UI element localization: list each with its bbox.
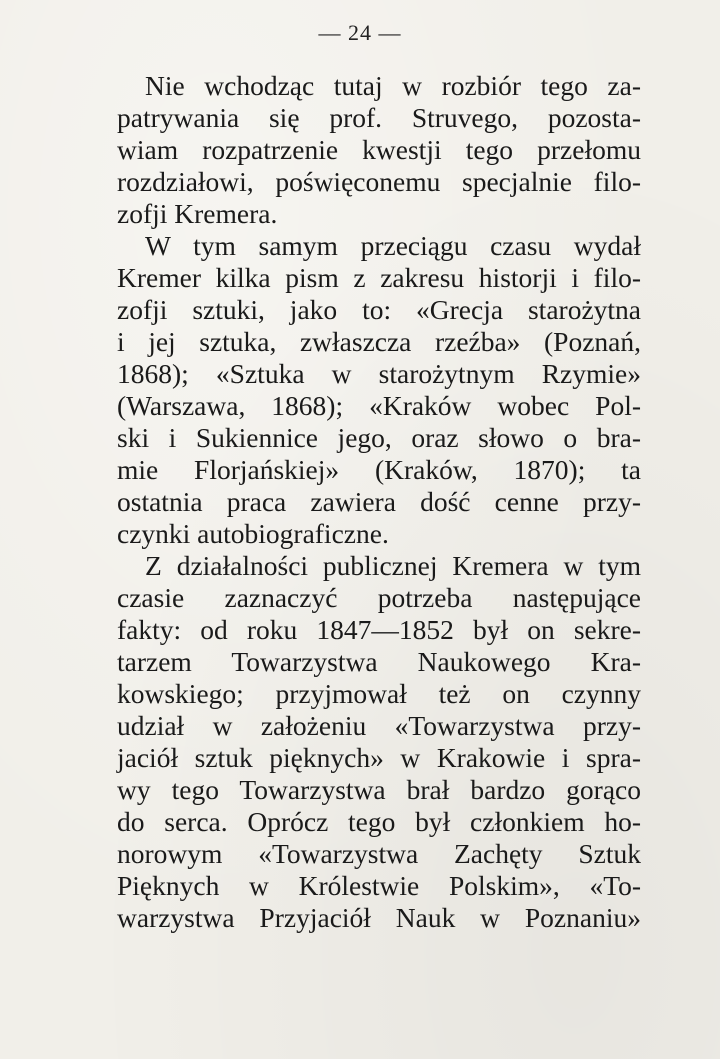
text-line: Pięknych w Królestwie Polskim», «To- [117,870,641,901]
text-line: W tym samym przeciągu czasu wydał [145,230,641,261]
text-line: 1868); «Sztuka w starożytnym Rzymie» [117,358,641,389]
paragraph-2 [117,230,641,550]
text-line: wiam rozpatrzenie kwestji tego przełomu [117,134,641,165]
text-line: mie Florjańskiej» (Kraków, 1870); ta [117,454,641,485]
text-line: do serca. Oprócz tego był członkiem ho- [117,806,641,837]
text-line: patrywania się prof. Struvego, pozosta- [117,102,641,133]
text-line: zofji Kremera. [117,198,278,229]
page-number: — 24 — [318,20,402,45]
text-line: warzystwa Przyjaciół Nauk w Poznaniu» [117,902,641,933]
text-line: fakty: od roku 1847—1852 był on sekre- [117,614,641,645]
text-line: rozdziałowi, poświęconemu specjalnie filo- [117,166,641,197]
text-line: Kremer kilka pism z zakresu historji i filo- [117,262,641,293]
text-line: zofji sztuki, jako to: «Grecja starożytna [117,294,641,325]
paragraph-1 [117,70,641,230]
text-line: ski i Sukiennice jego, oraz słowo o bra- [117,422,641,453]
text-line: ostatnia praca zawiera dość cenne przy- [117,486,641,517]
text-line: norowym «Towarzystwa Zachęty Sztuk [117,838,641,869]
text-line: Z działalności publicznej Kremera w tym [145,550,641,581]
paragraph-3 [117,550,641,934]
text-line: (Warszawa, 1868); «Kraków wobec Pol- [117,390,641,421]
text-line: udział w założeniu «Towarzystwa przy- [117,710,641,741]
text-line: jaciół sztuk pięknych» w Krakowie i spra- [117,742,641,773]
text-line: Nie wchodząc tutaj w rozbiór tego za- [145,70,641,101]
text-line: czasie zaznaczyć potrzeba następujące [117,582,641,613]
text-line: kowskiego; przyjmował też on czynny [117,678,641,709]
text-line: tarzem Towarzystwa Naukowego Kra- [117,646,641,677]
text-line: wy tego Towarzystwa brał bardzo gorąco [117,774,641,805]
text-line: czynki autobiograficzne. [117,518,389,549]
body-text [117,70,641,934]
text-line: i jej sztuka, zwłaszcza rzeźba» (Poznań, [117,326,641,357]
